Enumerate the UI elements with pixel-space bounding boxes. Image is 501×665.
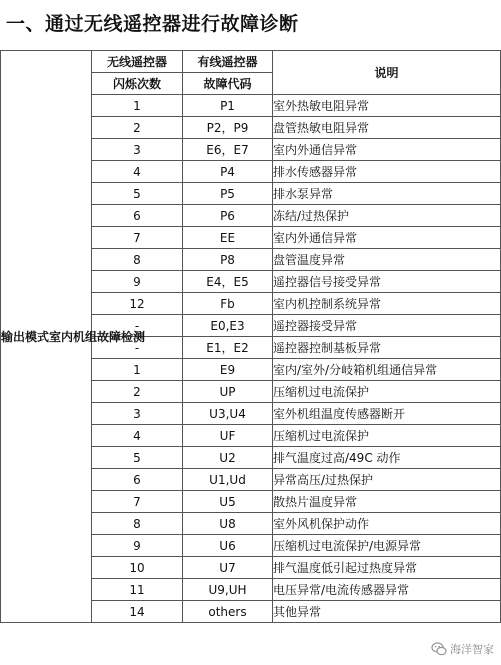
fault-code-cell: E4，E5 [183, 271, 273, 293]
fault-code-cell: U7 [183, 557, 273, 579]
fault-code-cell: P2，P9 [183, 117, 273, 139]
blink-count-cell: 14 [92, 601, 183, 623]
fault-code-cell: P8 [183, 249, 273, 271]
fault-code-cell: P1 [183, 95, 273, 117]
fault-code-cell: U9,UH [183, 579, 273, 601]
header-blink-count: 闪烁次数 [92, 73, 183, 95]
description-cell: 室内外通信异常 [273, 139, 501, 161]
fault-code-cell: U6 [183, 535, 273, 557]
group-label-line: 输出模式 [1, 329, 50, 344]
watermark-text: 海洋智家 [450, 643, 494, 656]
description-cell: 压缩机过电流保护 [273, 425, 501, 447]
group-label-line: 故障检测 [97, 329, 146, 344]
blink-count-cell: 4 [92, 161, 183, 183]
description-cell: 压缩机过电流保护/电源异常 [273, 535, 501, 557]
blink-count-cell: 3 [92, 403, 183, 425]
blink-count-cell: 10 [92, 557, 183, 579]
blink-count-cell: - [92, 315, 183, 337]
blink-count-cell: 7 [92, 491, 183, 513]
header-wired: 有线遥控器 [183, 51, 273, 73]
page-title: 一、通过无线遥控器进行故障诊断 [6, 13, 299, 35]
description-cell: 盘管热敏电阻异常 [273, 117, 501, 139]
fault-code-cell: U5 [183, 491, 273, 513]
fault-code-cell: U1,Ud [183, 469, 273, 491]
blink-count-cell: 6 [92, 469, 183, 491]
blink-count-cell: 9 [92, 271, 183, 293]
header-description: 说明 [273, 51, 501, 95]
blink-count-cell: 2 [92, 117, 183, 139]
fault-code-cell: P4 [183, 161, 273, 183]
description-cell: 室内/室外/分岐箱机组通信异常 [273, 359, 501, 381]
description-cell: 电压异常/电流传感器异常 [273, 579, 501, 601]
description-cell: 排气温度低引起过热度异常 [273, 557, 501, 579]
fault-code-cell: E9 [183, 359, 273, 381]
blink-count-cell: 1 [92, 359, 183, 381]
blink-count-cell: 8 [92, 513, 183, 535]
description-cell: 冻结/过热保护 [273, 205, 501, 227]
description-cell: 室外风机保护动作 [273, 513, 501, 535]
blink-count-cell: - [92, 337, 183, 359]
fault-code-cell: P6 [183, 205, 273, 227]
fault-code-cell: U2 [183, 447, 273, 469]
group-label-line: 室内机组 [49, 329, 98, 344]
description-cell: 散热片温度异常 [273, 491, 501, 513]
fault-code-cell: U8 [183, 513, 273, 535]
description-cell: 室外热敏电阻异常 [273, 95, 501, 117]
blink-count-cell: 8 [92, 249, 183, 271]
blink-count-cell: 4 [92, 425, 183, 447]
description-cell: 遥控器接受异常 [273, 315, 501, 337]
fault-code-cell: E6，E7 [183, 139, 273, 161]
fault-code-cell: E0,E3 [183, 315, 273, 337]
blink-count-cell: 12 [92, 293, 183, 315]
description-cell: 盘管温度异常 [273, 249, 501, 271]
description-cell: 遥控器控制基板异常 [273, 337, 501, 359]
blink-count-cell: 3 [92, 139, 183, 161]
description-cell: 排气温度过高/49C 动作 [273, 447, 501, 469]
blink-count-cell: 7 [92, 227, 183, 249]
watermark [431, 641, 494, 657]
blink-count-cell: 6 [92, 205, 183, 227]
description-cell: 异常高压/过热保护 [273, 469, 501, 491]
blink-count-cell: 2 [92, 381, 183, 403]
fault-code-cell: EE [183, 227, 273, 249]
fault-code-cell: UP [183, 381, 273, 403]
description-cell: 室内机控制系统异常 [273, 293, 501, 315]
fault-code-cell: U3,U4 [183, 403, 273, 425]
header-row-1 [1, 51, 501, 73]
header-wireless: 无线遥控器 [92, 51, 183, 73]
description-cell: 排水传感器异常 [273, 161, 501, 183]
description-cell: 室外机组温度传感器断开 [273, 403, 501, 425]
blink-count-cell: 5 [92, 183, 183, 205]
fault-code-cell: others [183, 601, 273, 623]
fault-code-cell: P5 [183, 183, 273, 205]
wechat-icon [431, 641, 447, 657]
blink-count-cell: 9 [92, 535, 183, 557]
header-fault-code: 故障代码 [183, 73, 273, 95]
fault-code-table [0, 50, 501, 623]
description-cell: 其他异常 [273, 601, 501, 623]
fault-code-cell: Fb [183, 293, 273, 315]
description-cell: 遥控器信号接受异常 [273, 271, 501, 293]
fault-code-cell: UF [183, 425, 273, 447]
fault-code-cell: E1，E2 [183, 337, 273, 359]
description-cell: 室内外通信异常 [273, 227, 501, 249]
blink-count-cell: 1 [92, 95, 183, 117]
blink-count-cell: 11 [92, 579, 183, 601]
description-cell: 排水泵异常 [273, 183, 501, 205]
description-cell: 压缩机过电流保护 [273, 381, 501, 403]
blink-count-cell: 5 [92, 447, 183, 469]
